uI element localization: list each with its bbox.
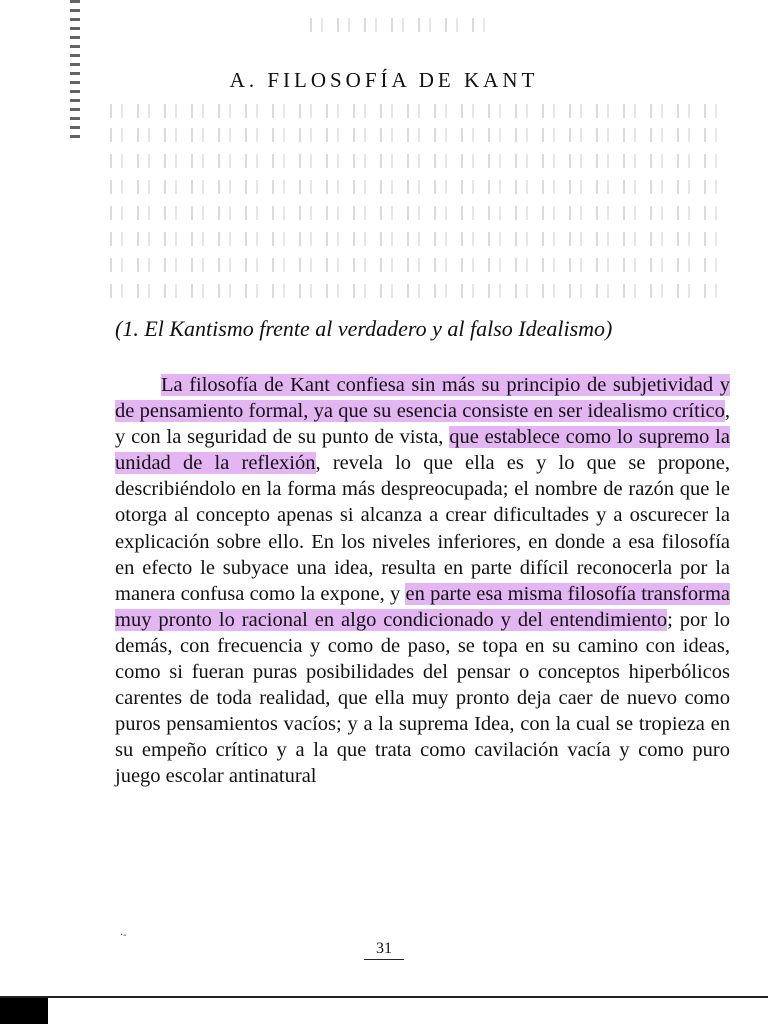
paragraph-text: ; por lo demás, con frecuencia y como de paso, se topa en su camino con ideas, como si fueran puras posibilidades del pensar o conceptos hiperbólicos carentes de toda realidad, que ella muy pronto deja caer de nuevo como puros pensamientos vacíos; y a la suprema Idea, con la cual se tropieza en su empeño crítico y a la que trata como cavilación vacía y como puro juego escolar antinatural [115,608,731,788]
scan-artifact-bottom [0,996,768,1024]
faded-text-line [110,104,730,118]
faded-text-line [110,128,730,142]
highlighted-passage: en parte esa misma filosofía transforma muy pronto lo racional en algo condicionado y del entendimiento [115,582,730,631]
section-title: (1. El Kantismo frente al verdadero y al falso Idealismo) [115,316,613,341]
paragraph-text: , y con la seguridad de su punto de vista, [115,400,730,449]
highlighted-passage: La filosofía de Kant confiesa sin más su principio de subjetividad y de pensamiento formal, ya que su esencia consiste en ser idealismo crítico [115,374,730,423]
faded-text-line [110,180,730,194]
body-paragraph [115,372,730,790]
page-header-title: A. FILOSOFÍA DE KANT [229,68,539,92]
faded-text-line [110,232,730,246]
page-number [0,940,768,958]
page-number-label: 31 [364,940,404,960]
faded-text-line [110,154,730,168]
faded-text-line [110,284,730,298]
highlighted-passage: que establece como lo supremo la unidad de la reflexión [115,426,730,475]
scan-mark: ·- [120,930,127,941]
faded-running-head [310,18,490,32]
faded-text-line [110,206,730,220]
paragraph-text: , revela lo que ella es y lo que se propone, describiéndolo en la forma más despreocupada; el nombre de razón que le otorga al concepto apenas si alcanza a crear dificultades y a oscurecer la explicación sobre ello. En los niveles inferiores, en donde a esa filosofía en efecto le subyace una idea, resulta en parte difícil reconocerla por la manera confusa como la expone, y [115,452,731,605]
faded-text-line [110,258,730,272]
scan-black-block [0,998,48,1024]
